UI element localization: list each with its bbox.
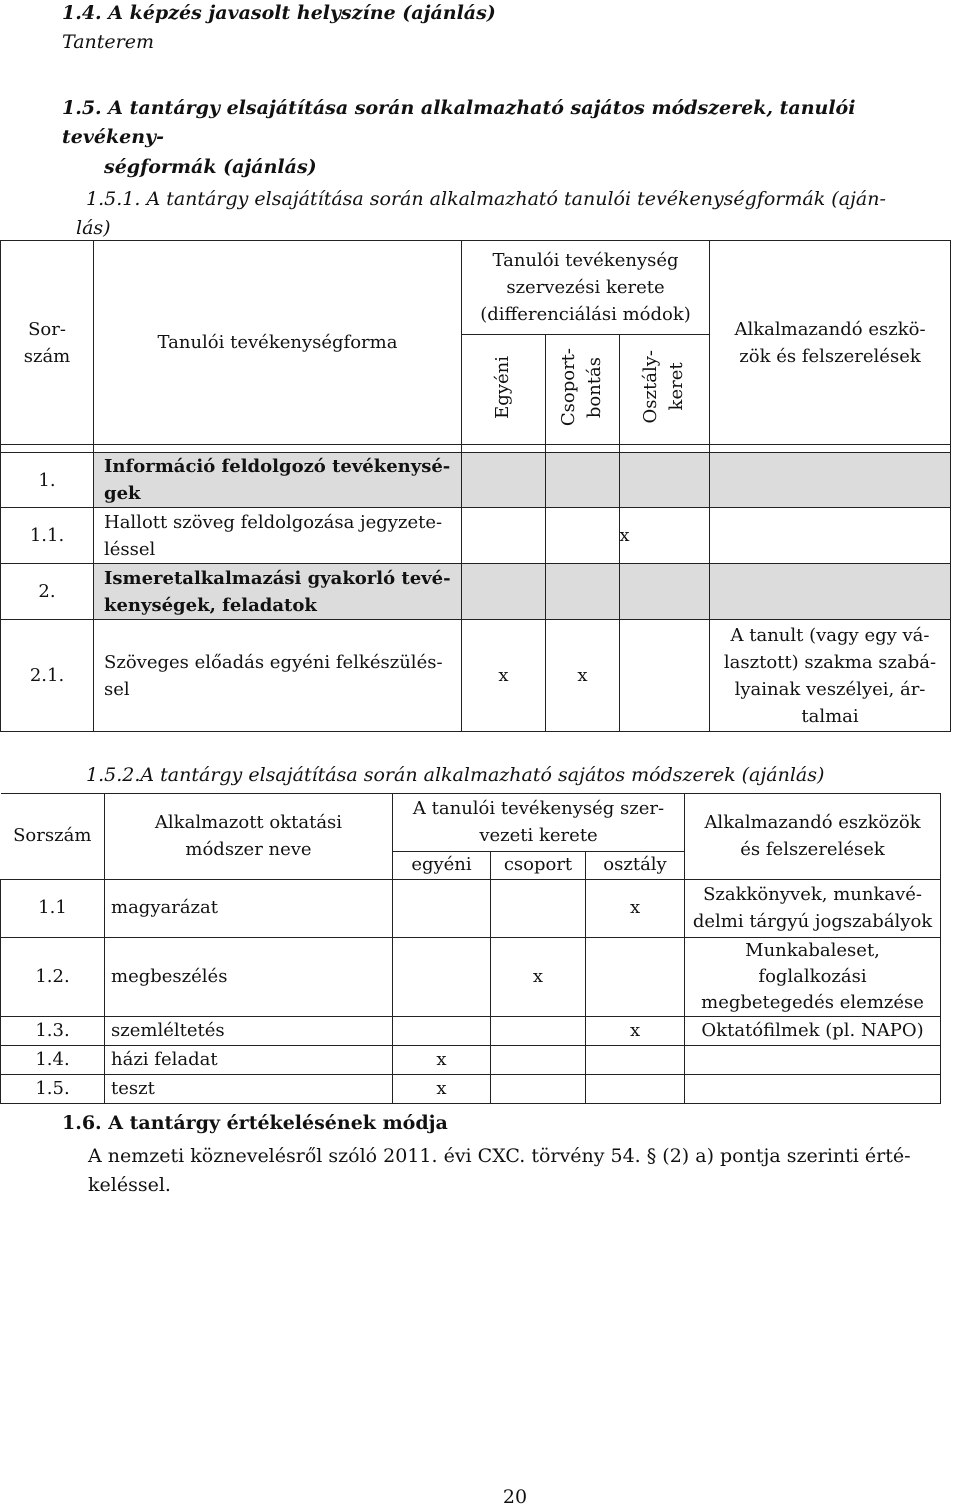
section-1-5-heading	[62, 94, 942, 182]
header-eszkoz: Alkalmazandó eszközök és felszerelések	[685, 794, 941, 880]
header-osztaly: osztály	[586, 852, 685, 880]
row-number: 1.4.	[1, 1046, 105, 1075]
row-method: házi feladat	[105, 1046, 393, 1075]
table-row	[1, 508, 951, 564]
table-row	[1, 1046, 941, 1075]
section-title-line-1: A tantárgy elsajátítása során alkalmazható sajátos módszerek, tanulói tevékeny-	[62, 97, 856, 149]
mark-egyeni: x	[462, 620, 546, 732]
page-number: 20	[502, 1486, 528, 1508]
section-1-6-heading	[62, 1112, 448, 1134]
table-row	[1, 564, 951, 620]
section-title: A képzés javasolt helyszíne (ajánlás)	[108, 2, 496, 24]
section-1-4-text: Tanterem	[62, 31, 154, 53]
row-number: 1.2.	[1, 938, 105, 1017]
table-row	[1, 620, 951, 732]
section-1-5-2-heading	[86, 764, 824, 786]
row-number: 1.1	[1, 880, 105, 938]
section-title-line-1: A tantárgy elsajátítása során alkalmazható tanulói tevékenységformák (aján-	[146, 188, 886, 210]
mark-osztaly: x	[619, 525, 630, 546]
row-eszkoz: Munkabaleset, foglalkozási megbetegedés elemzése	[685, 938, 941, 1017]
table-header-row	[1, 241, 951, 335]
mark-csoport: x	[491, 938, 586, 1017]
row-method: szemléltetés	[105, 1017, 393, 1046]
section-1-6-text: A nemzeti köznevelésről szóló 2011. évi CXC. törvény 54. § (2) a) pontja szerinti érté- keléssel.	[88, 1145, 911, 1197]
section-title: A tantárgy elsajátítása során alkalmazható sajátos módszerek (ajánlás)	[140, 764, 825, 786]
section-title-line-2: ségformák (ajánlás)	[104, 155, 317, 178]
row-method: magyarázat	[105, 880, 393, 938]
table-row	[1, 1017, 941, 1046]
row-label: Hallott szöveg feldolgozása jegyzete- léssel	[94, 508, 462, 564]
section-1-5-1-heading	[76, 185, 956, 244]
row-eszkoz: Oktatófilmek (pl. NAPO)	[685, 1017, 941, 1046]
row-number: 2.1.	[1, 620, 94, 732]
section-1-4-heading	[62, 2, 496, 24]
header-csoport: Csoport- bontás	[546, 335, 620, 445]
section-title: A tantárgy értékelésének módja	[108, 1112, 448, 1134]
header-eszkoz: Alkalmazandó eszkö- zök és felszerelések	[710, 241, 951, 445]
row-number: 1.1.	[1, 508, 94, 564]
table-row	[1, 1075, 941, 1104]
row-label: Információ feldolgozó tevékenysé- gek	[94, 453, 462, 508]
methods-table	[0, 793, 941, 1104]
section-number: 1.5.1.	[86, 188, 141, 210]
table-row	[1, 938, 941, 1017]
row-eszkoz: Szakkönyvek, munkavé- delmi tárgyú jogszabályok	[685, 880, 941, 938]
section-number: 1.6.	[62, 1112, 102, 1134]
header-keret: Tanulói tevékenység szervezési kerete (differenciálási módok)	[462, 241, 710, 335]
header-osztaly: Osztály- keret	[620, 335, 710, 445]
section-number: 1.4.	[62, 2, 102, 24]
row-method: megbeszélés	[105, 938, 393, 1017]
row-eszkoz: A tanult (vagy egy vá- lasztott) szakma szabá- lyainak veszélyei, ár- talmai	[710, 620, 951, 732]
activity-forms-table	[0, 240, 951, 732]
mark-csoport: x	[546, 620, 620, 732]
header-modszer: Alkalmazott oktatási módszer neve	[105, 794, 393, 880]
row-number: 1.3.	[1, 1017, 105, 1046]
mark-egyeni: x	[393, 1046, 491, 1075]
row-number: 1.5.	[1, 1075, 105, 1104]
header-egyeni: egyéni	[393, 852, 491, 880]
mark-osztaly: x	[586, 880, 685, 938]
header-csoport: csoport	[491, 852, 586, 880]
section-number: 1.5.2.	[86, 764, 141, 786]
header-egyeni: Egyéni	[462, 335, 546, 445]
section-title-line-2: lás)	[76, 217, 111, 240]
header-keret: A tanulói tevékenység szer- vezeti kerete	[393, 794, 685, 852]
table-header-row	[1, 794, 941, 852]
header-sorszam: Sor- szám	[1, 241, 94, 445]
row-method: teszt	[105, 1075, 393, 1104]
row-number: 2.	[1, 564, 94, 620]
table-row	[1, 453, 951, 508]
spacer-row	[1, 445, 951, 453]
mark-egyeni: x	[393, 1075, 491, 1104]
header-sorszam: Sorszám	[1, 794, 105, 880]
row-number: 1.	[1, 453, 94, 508]
header-forma: Tanulói tevékenységforma	[94, 241, 462, 445]
table-row	[1, 880, 941, 938]
section-number: 1.5.	[62, 97, 102, 119]
mark-osztaly: x	[586, 1017, 685, 1046]
row-label: Szöveges előadás egyéni felkészülés- sel	[94, 620, 462, 732]
row-label: Ismeretalkalmazási gyakorló tevé- kenységek, feladatok	[94, 564, 462, 620]
